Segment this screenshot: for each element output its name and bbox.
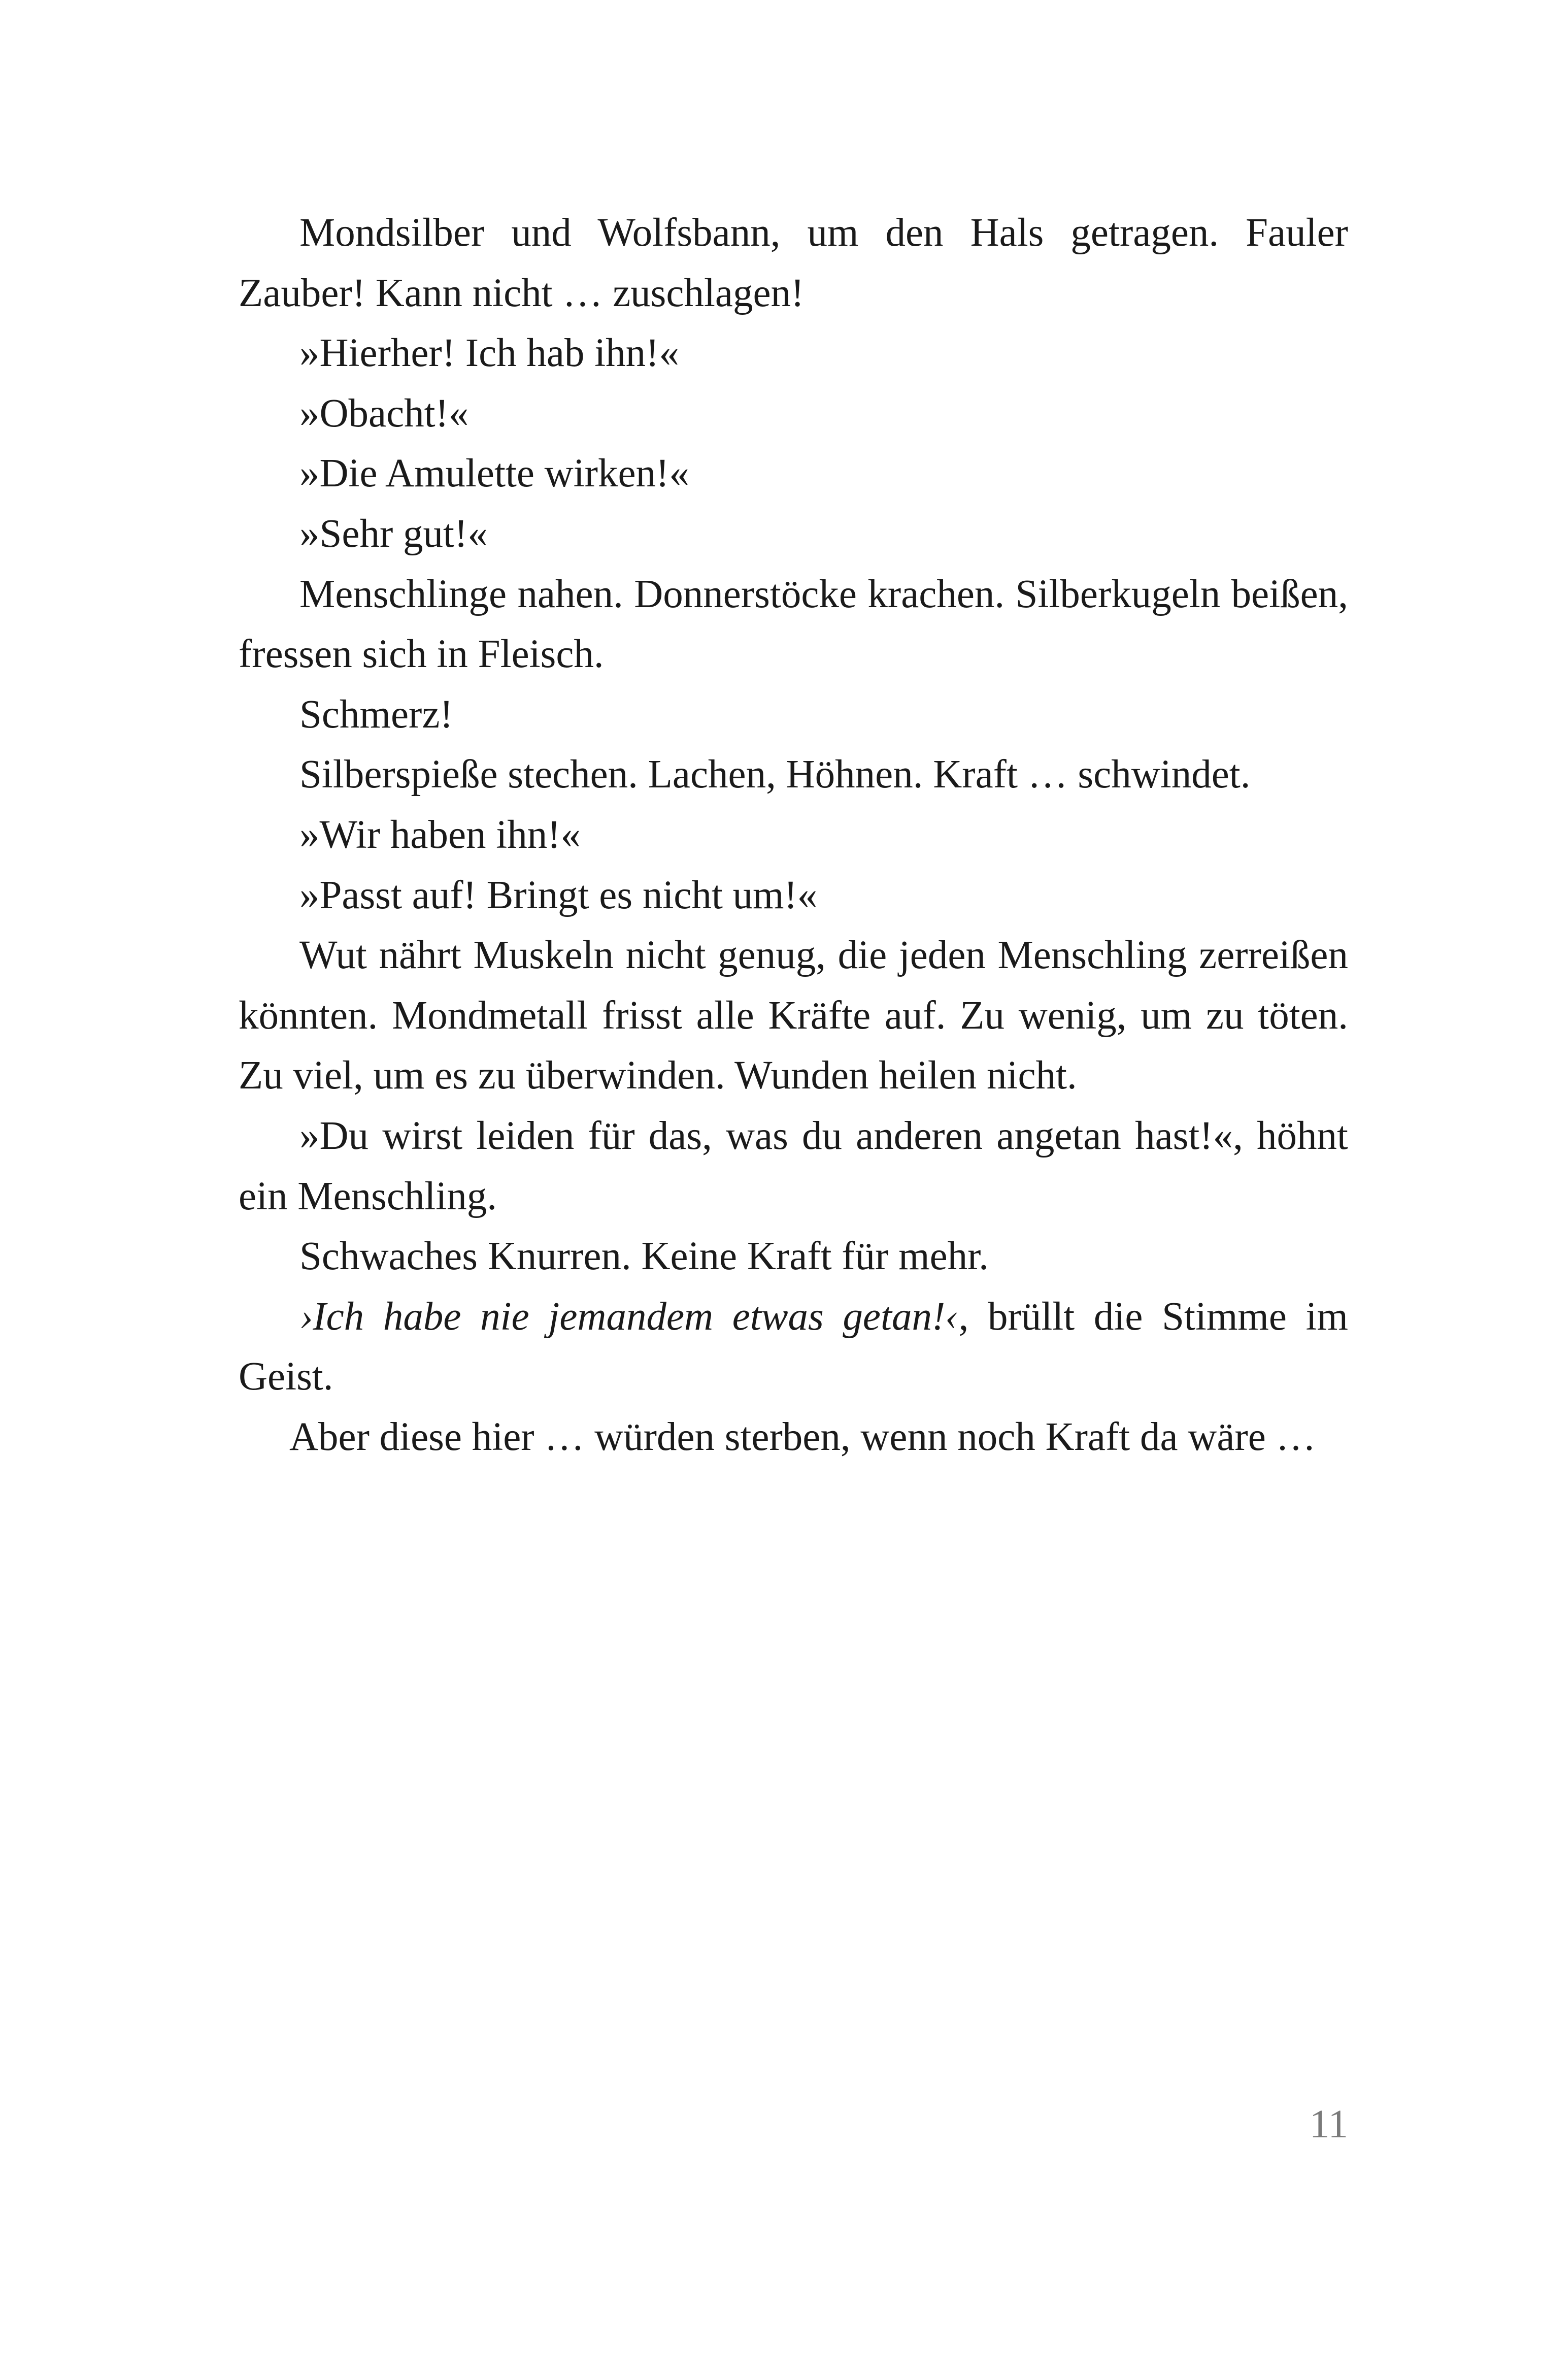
paragraph: »Die Amulette wirken!« [299,451,689,496]
paragraph: »Obacht!« [299,391,469,436]
paragraph: »Hierher! Ich hab ihn!« [299,331,679,376]
paragraph: »Du wirst leiden für das, was du anderen angetan hast!«, höhnt ein Menschling. [239,1113,1348,1218]
paragraph: Schmerz! [299,692,453,737]
page-number: 11 [1309,2102,1348,2146]
paragraph: Menschlinge nahen. Donnerstöcke krachen. Silberkugeln beißen, fressen sich in Fleisch. [239,572,1348,677]
thought-italic: ›Ich habe nie jemandem etwas getan!‹ [299,1294,959,1339]
thought-paragraph [239,1287,1348,1407]
paragraph: Silberspieße stechen. Lachen, Höhnen. Kraft … schwindet. [299,752,1251,797]
paragraph: Mondsilber und Wolfsbann, um den Hals getragen. Fauler Zauber! Kann nicht … zuschlagen! [239,211,1348,315]
final-paragraph: Aber diese hier … würden sterben, wenn noch Kraft da wäre … [289,1414,1316,1459]
paragraph: »Passt auf! Bringt es nicht um!« [299,873,818,917]
paragraph: »Wir haben ihn!« [299,812,581,857]
paragraph: »Sehr gut!« [299,511,488,556]
paragraph: Wut nährt Muskeln nicht genug, die jeden Menschling zerreißen könnten. Mondmetall frisst alle Kräfte auf. Zu wenig, um zu töten. Zu viel, um es zu überwinden. Wunden heilen nicht. [239,933,1348,1098]
paragraph: Schwaches Knurren. Keine Kraft für mehr. [299,1234,989,1279]
thought-rest: , brüllt die Stimme im Geist. [239,1294,1349,1399]
body-text [239,203,1348,1467]
